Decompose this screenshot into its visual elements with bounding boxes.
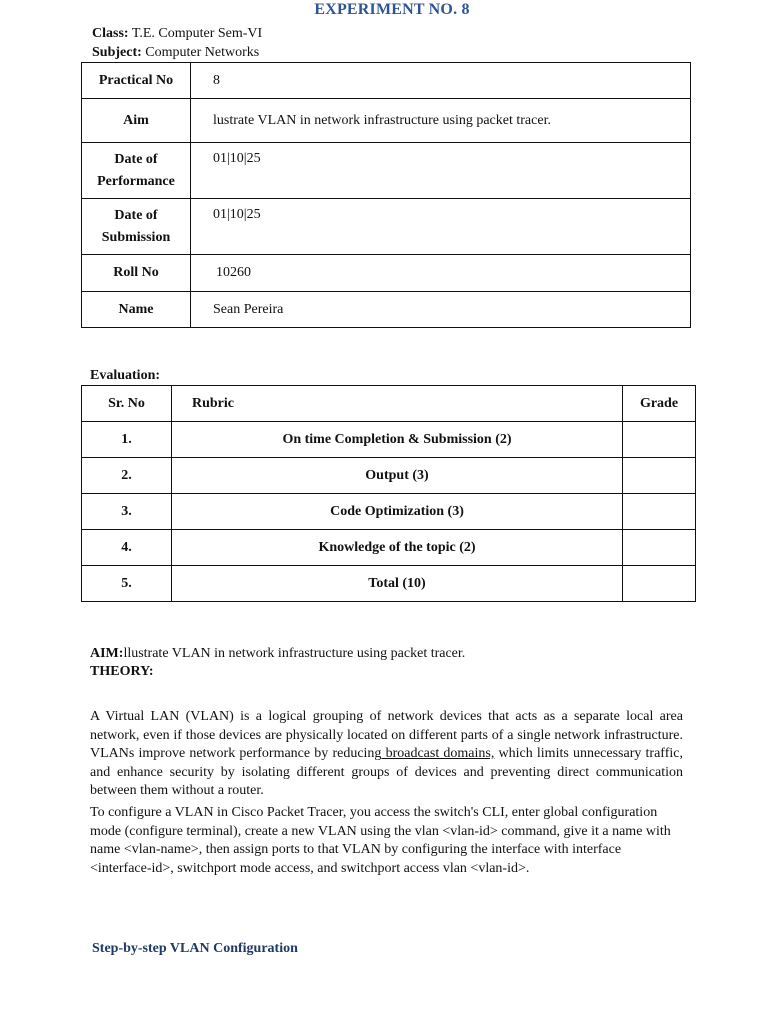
name-value: Sean Pereira (191, 292, 691, 328)
subject-line (92, 44, 259, 62)
class-line (92, 25, 262, 43)
sr-no-header: Sr. No (82, 386, 172, 422)
table-row (82, 199, 691, 255)
date-of-submission-value: 01|10|25 (191, 199, 691, 255)
grade-cell (623, 566, 696, 602)
broadcast-domains-link[interactable]: broadcast domains, (381, 746, 495, 762)
table-row (82, 566, 696, 602)
practical-info-table (81, 62, 691, 328)
label-line: Performance (97, 173, 175, 189)
sr-no-cell: 3. (82, 494, 172, 530)
table-row (82, 530, 696, 566)
table-row (82, 494, 696, 530)
paragraph-text: which limits unnecessary traffic, and enhance security by isolating different groups of devices and preventing direct communication between them without a router. (90, 746, 683, 799)
experiment-title: EXPERIMENT NO. 8 (314, 1, 470, 18)
grade-header: Grade (623, 386, 696, 422)
rubric-header: Rubric (172, 386, 623, 422)
label-line: Date of (114, 207, 158, 223)
table-header-row (82, 386, 696, 422)
roll-no-label: Roll No (82, 255, 191, 292)
aim-label: Aim (82, 99, 191, 143)
aim-text: llustrate VLAN in network infrastructure using packet tracer. (123, 646, 466, 661)
aim-value: lustrate VLAN in network infrastructure using packet tracer. (191, 99, 691, 143)
label-line: Submission (101, 229, 171, 245)
evaluation-table (81, 385, 696, 602)
table-row (82, 143, 691, 199)
sr-no-cell: 2. (82, 458, 172, 494)
practical-no-label: Practical No (82, 63, 191, 99)
date-of-performance-label (82, 143, 191, 199)
roll-no-value: 10260 (191, 255, 691, 292)
grade-cell (623, 422, 696, 458)
table-row (82, 99, 691, 143)
aim-statement (90, 645, 465, 663)
rubric-cell: Output (3) (172, 458, 623, 494)
table-row (82, 458, 696, 494)
table-row (82, 63, 691, 99)
label-line: Date of (114, 151, 158, 167)
date-of-submission-label (82, 199, 191, 255)
date-of-performance-value: 01|10|25 (191, 143, 691, 199)
theory-paragraph-1 (90, 708, 683, 801)
practical-no-value: 8 (191, 63, 691, 99)
sr-no-cell: 5. (82, 566, 172, 602)
grade-cell (623, 530, 696, 566)
rubric-cell: On time Completion & Submission (2) (172, 422, 623, 458)
rubric-cell: Code Optimization (3) (172, 494, 623, 530)
class-value: T.E. Computer Sem-VI (131, 26, 263, 41)
subject-label: Subject: (92, 45, 142, 60)
grade-cell (623, 494, 696, 530)
grade-cell (623, 458, 696, 494)
rubric-cell: Knowledge of the topic (2) (172, 530, 623, 566)
evaluation-label: Evaluation: (90, 368, 161, 383)
class-label: Class: (92, 26, 129, 41)
sr-no-cell: 1. (82, 422, 172, 458)
sr-no-cell: 4. (82, 530, 172, 566)
theory-heading: THEORY: (90, 664, 154, 679)
rubric-cell: Total (10) (172, 566, 623, 602)
name-label: Name (82, 292, 191, 328)
step-by-step-heading: Step-by-step VLAN Configuration (92, 941, 298, 956)
paragraph-text: A Virtual LAN (VLAN) is a logical grouping of network devices that acts as a separate local area network, even if those devices are physically located on different parts of a single network infrastructure. VLANs improve network performance by reducing (90, 709, 683, 762)
aim-heading: AIM: (90, 646, 124, 661)
table-row (82, 255, 691, 292)
theory-paragraph-2: To configure a VLAN in Cisco Packet Tracer, you access the switch's CLI, enter global configuration mode (configure terminal), create a new VLAN using the vlan <vlan-id> command, give it a name with name <vlan-name>, then assign ports to that VLAN by configuring the interface with interface <interface-id>, switchport mode access, and switchport access vlan <vlan-id>. (90, 805, 671, 876)
subject-value: Computer Networks (145, 45, 260, 60)
table-row (82, 292, 691, 328)
table-row (82, 422, 696, 458)
